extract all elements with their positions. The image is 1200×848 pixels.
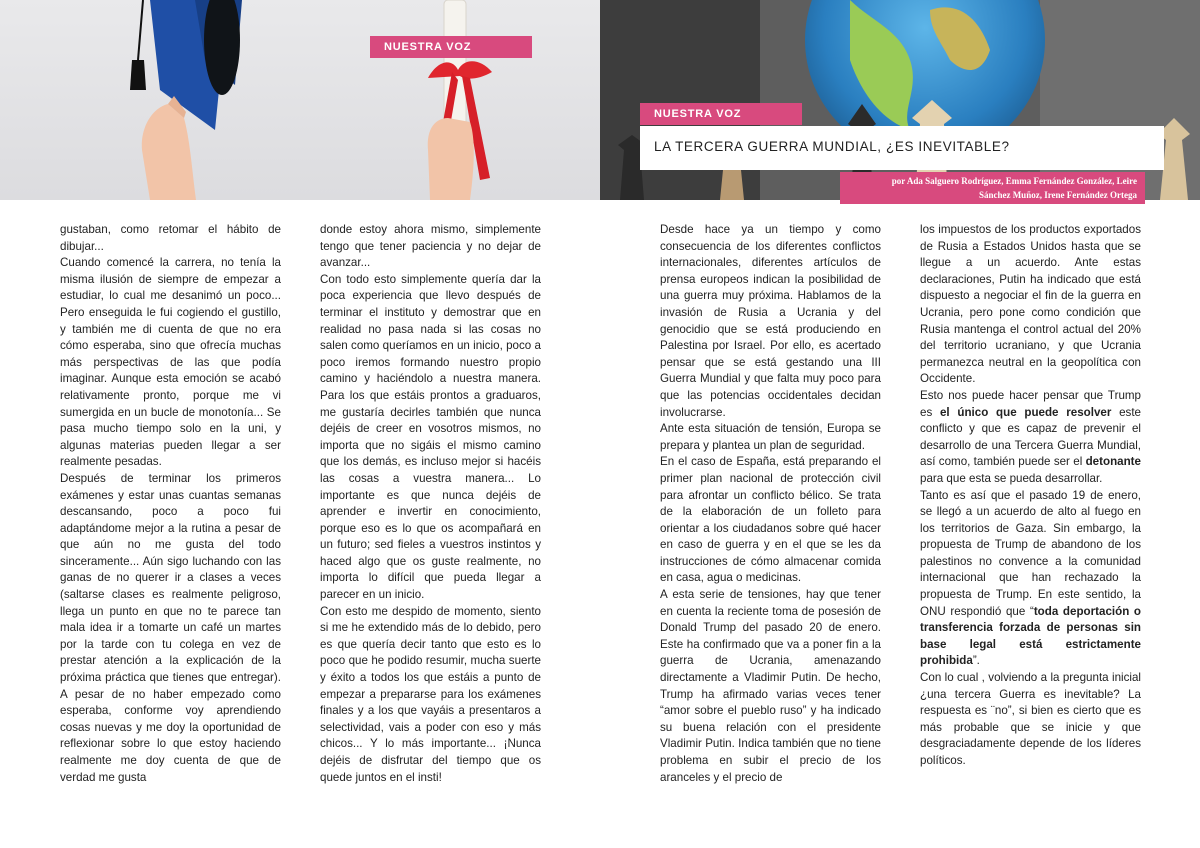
- bold-quote: toda deportación o transferencia forzada de personas sin base legal está estrictamente prohibida: [920, 604, 1141, 668]
- paragraph: [920, 488, 1141, 671]
- globe-chess-banner-image: [600, 0, 1200, 200]
- graduation-banner-image: [0, 0, 600, 200]
- text-run: ”.: [972, 654, 980, 668]
- text-column-2: [320, 222, 541, 786]
- paragraph: Después de terminar los primeros exámenes y estar unas cuantas semanas descansando, poco a poco fui adaptándome mejor a la rutina a pesar de que aún no me gusta del todo sinceramente... Aún sigo luchando con las ganas de no querer ir a clases a veces (saltarse clases es realmente peligroso, llega un punto en que no te parece tan mala idea ir a tomarte un café un martes por la tarde con tu colega en vez de prestar atención a la explicación de la próxima práctica que tienes que entregar). A pesar de no haber empezado como esperaba, conforme voy aprendiendo cosas nuevas y me doy la oportunidad de reflexionar sobre lo que estoy haciendo realmente me doy cuenta de que de verdad me gusta: [60, 471, 281, 784]
- paragraph: donde estoy ahora mismo, simplemente tengo que tener paciencia y no dejar de avanzar...: [320, 223, 541, 270]
- bold-text: el único que puede resolver: [939, 405, 1112, 419]
- section-tag: NUESTRA VOZ: [640, 103, 802, 125]
- paragraph: Con todo esto simplemente quería dar la poca experiencia que llevo después de terminar el instituto y demostrar que en realidad no pasa nada si las cosas no salen como queríamos en un inicio, poco a poco iremos formando nuestro propio camino y haciéndolo a nuestra manera. Para los que estáis prontos a graduaros, me gustaría decirles también que nunca dejéis de creer en vosotros mismos, no importa que no sigáis el mismo camino que los demás, es incluso mejor si hacéis las cosas a vuestra manera... Lo importante es que nunca dejéis de aprender e invertir en conocimiento, porque eso es lo que os acompañará en un futuro; sed fieles a vuestros instintos y haced algo que os guste realmente, no importa lo difícil que pueda llegar a parecer en un inicio.: [320, 272, 541, 602]
- article-title: LA TERCERA GUERRA MUNDIAL, ¿ES INEVITABLE?: [654, 139, 1010, 154]
- paragraph: Con esto me despido de momento, siento si me he extendido más de lo debido, pero es que quería decir tanto que esto es lo poco que he podido resumir, mucha suerte y éxito a todos los que estáis a punto de empezar a prepararse para los exámenes finales y a los que vayáis a presentaros a selectividad, vais a poder con eso y más chicos... Y lo más importante... ¡Nunca dejéis de disfrutar del tiempo que os quede juntos en el insti!: [320, 604, 541, 784]
- paragraph: [920, 388, 1141, 488]
- paragraph: Ante esta situación de tensión, Europa se prepara y plantea un plan de seguridad.: [660, 422, 881, 452]
- section-tag: NUESTRA VOZ: [370, 36, 532, 58]
- globe-chess-illustration: [600, 0, 1200, 200]
- text-run: para que esta se pueda desarrollar.: [920, 471, 1103, 485]
- paragraph: Desde hace ya un tiempo y como consecuencia de los diferentes conflictos internacionales, diferentes artículos de prensa europeos indican la posibilidad de una guerra muy próxima. Hablamos de la invasión de Rusia a Ucrania y del genocidio que se está produciendo en Palestina por Israel. Por ello, es acertado pensar que se está gestando una III Guerra Mundial y que falta muy poco para que las potencias occidentales decidan involucrarse.: [660, 223, 881, 419]
- paragraph: los impuestos de los productos exportados de Rusia a Estados Unidos hasta que se llegue a un acuerdo. Ante estas declaraciones, Putin ha indicado que está dispuesto a negociar el fin de la guerra en Ucrania, pero pone como condición que Rusia mantenga el control actual del 20% del territorio ucraniano, y que Ucrania permanezca neutral en la geopolítica con Occidente.: [920, 223, 1141, 386]
- paragraph: A esta serie de tensiones, hay que tener en cuenta la reciente toma de posesión de Donald Trump del pasado 20 de enero. Este ha confirmado que va a poner fin a la guerra de Ucrania, amenazando directamente a Vladimir Putin. De hecho, Trump ha afirmado varias veces tener “amor sobre el pueblo ruso” y ha indicado su buena relación con el presidente Vladimir Putin. Indica también que no tiene problema en subir el precio de los aranceles y el precio de: [660, 588, 881, 784]
- text-run: Esto nos puede hacer pensar que Trump es: [920, 388, 1141, 419]
- bold-text: detonante: [1085, 455, 1141, 469]
- paragraph: Cuando comencé la carrera, no tenía la misma ilusión de siempre de empezar a estudiar, lo cual me desanimó un poco... Pero enseguida le fui cogiendo el gustillo, y también me di cuenta de que no era cómo esperaba, sino que ofrecía muchas más perspectivas de las que podía imaginar. Aunque esta emoción se acabó relativamente pronto, porque me vi sumergida en un bucle de monotonía... Se pasa mucho tiempo solo en la uni, y algunas materias pueden llegar a ser realmente pesadas.: [60, 256, 281, 469]
- paragraph: En el caso de España, está preparando el primer plan nacional de protección civil para afrontar un conflicto bélico. Se trata de la elaboración de un folleto para orientar a los ciudadanos sobre qué hacer en caso de guerra y en el que se les da instrucciones de cómo almacenar comida en casa, agua o medicinas.: [660, 455, 881, 585]
- paragraph: gustaban, como retomar el hábito de dibujar...: [60, 223, 281, 253]
- authors-line: por Ada Salguero Rodríguez, Emma Fernández González, Leire: [891, 176, 1137, 186]
- text-column-4: [920, 222, 1141, 770]
- text-column-3: [660, 222, 881, 786]
- article-authors: [840, 172, 1145, 204]
- text-run: Tanto es así que el pasado 19 de enero, se llegó a un acuerdo de alto al fuego en los territorios de Gaza. Sin embargo, la propuesta de Trump de abandono de los palestinos no convence a la comunidad internacional que han rechazado la propuesta de Trump. En este sentido, la ONU respondió que “: [920, 488, 1141, 618]
- right-page: [600, 0, 1200, 848]
- graduation-illustration: [0, 0, 600, 200]
- article-title-box: [640, 126, 1164, 170]
- authors-line: Sánchez Muñoz, Irene Fernández Ortega: [978, 190, 1137, 200]
- text-column-1: [60, 222, 281, 786]
- paragraph: Con lo cual , volviendo a la pregunta inicial ¿una tercera Guerra es inevitable? La respuesta es ¨no”, si bien es cierto que es más probable que se inicie y que desgraciadamente depende de los líderes políticos.: [920, 671, 1141, 767]
- text-run: este conflicto y que es capaz de prevenir el desarrollo de una Tercera Guerra Mundial, así como, también puede ser el: [920, 405, 1142, 469]
